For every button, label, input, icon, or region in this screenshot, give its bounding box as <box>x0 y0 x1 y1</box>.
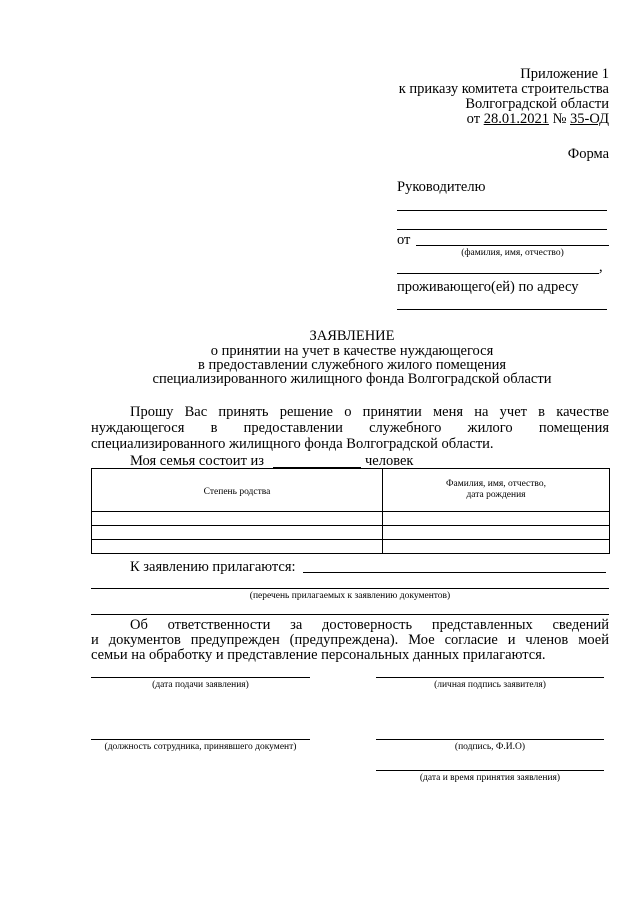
family-suffix: человек <box>365 453 414 469</box>
attachments-line-2 <box>91 588 609 589</box>
doc-subtitle-2: в предоставлении служебного жилого помещения <box>197 357 507 373</box>
table-cell[interactable] <box>92 540 383 554</box>
residing-label: проживающего(ей) по адресу <box>397 279 579 295</box>
table-cell[interactable] <box>383 540 610 554</box>
table-row <box>92 540 610 554</box>
submission-date-caption: (дата подачи заявления) <box>152 680 249 690</box>
responsibility-line-3: семьи на обработку и представление персональных данных прилагаются. <box>91 647 546 663</box>
acceptance-datetime-caption: (дата и время принятия заявления) <box>419 773 561 783</box>
addressee-to: Руководителю <box>397 179 486 195</box>
table-cell[interactable] <box>383 526 610 540</box>
form-label: Форма <box>567 146 609 162</box>
applicant-signature-caption: (личная подпись заявителя) <box>434 680 546 690</box>
addressee-line-2 <box>397 229 607 230</box>
col-fio-label-1: Фамилия, имя, отчество, <box>446 479 546 489</box>
address-line <box>397 309 607 310</box>
officer-signature-line <box>376 739 604 740</box>
name-line-comma: , <box>599 259 603 275</box>
order-number: 35-ОД <box>570 111 609 127</box>
acceptance-datetime-line <box>376 770 604 771</box>
order-line: к приказу комитета строительства <box>398 81 609 97</box>
request-line-1: Прошу Вас принять решение о принятии меня на учет в качестве <box>130 404 609 420</box>
officer-position-line <box>91 739 310 740</box>
attachments-line-1 <box>303 572 606 573</box>
order-date-line <box>467 111 609 128</box>
addressee-line-1 <box>397 210 607 211</box>
col-relation-label: Степень родства <box>203 487 271 497</box>
appendix-label: Приложение 1 <box>520 66 609 82</box>
fio-line <box>416 245 609 246</box>
region-line: Волгоградской области <box>465 96 609 112</box>
doc-title: ЗАЯВЛЕНИЕ <box>309 328 395 344</box>
table-header-row <box>92 469 610 512</box>
number-prefix: № <box>552 111 567 127</box>
officer-signature-caption: (подпись, Ф.И.О) <box>454 742 526 752</box>
table-cell[interactable] <box>383 512 610 526</box>
submission-date-line <box>91 677 310 678</box>
family-prefix: Моя семья состоит из <box>130 453 265 469</box>
col-fio-header <box>383 469 610 512</box>
request-line-3: специализированного жилищного фонда Волгоградской области. <box>91 436 494 452</box>
table-cell[interactable] <box>92 512 383 526</box>
attachments-line-3 <box>91 614 609 615</box>
attachments-caption: (перечень прилагаемых к заявлению документов) <box>249 591 451 601</box>
order-date: 28.01.2021 <box>483 111 549 127</box>
table-row <box>92 512 610 526</box>
col-fio-label-2: дата рождения <box>466 490 526 500</box>
table-cell[interactable] <box>92 526 383 540</box>
attachments-label: К заявлению прилагаются: <box>130 559 296 575</box>
responsibility-line-2: и документов предупрежден (предупреждена). Мое согласие и членов моей <box>91 632 609 648</box>
date-prefix: от <box>466 111 481 127</box>
family-table <box>91 468 610 554</box>
officer-position-caption: (должность сотрудника, принявшего документ) <box>104 742 297 752</box>
doc-subtitle-3: специализированного жилищного фонда Волгоградской области <box>152 371 552 387</box>
fio-caption: (фамилия, имя, отчество) <box>461 248 564 258</box>
name-line <box>397 273 599 274</box>
request-line-2: нуждающегося в предоставлении служебного жилого помещения <box>91 420 609 436</box>
col-relation-header <box>92 469 383 512</box>
applicant-signature-line <box>376 677 604 678</box>
responsibility-line-1: Об ответственности за достоверность представленных сведений <box>130 617 609 633</box>
table-row <box>92 526 610 540</box>
from-label: от <box>397 232 411 248</box>
doc-subtitle-1: о принятии на учет в качестве нуждающегося <box>210 343 494 359</box>
